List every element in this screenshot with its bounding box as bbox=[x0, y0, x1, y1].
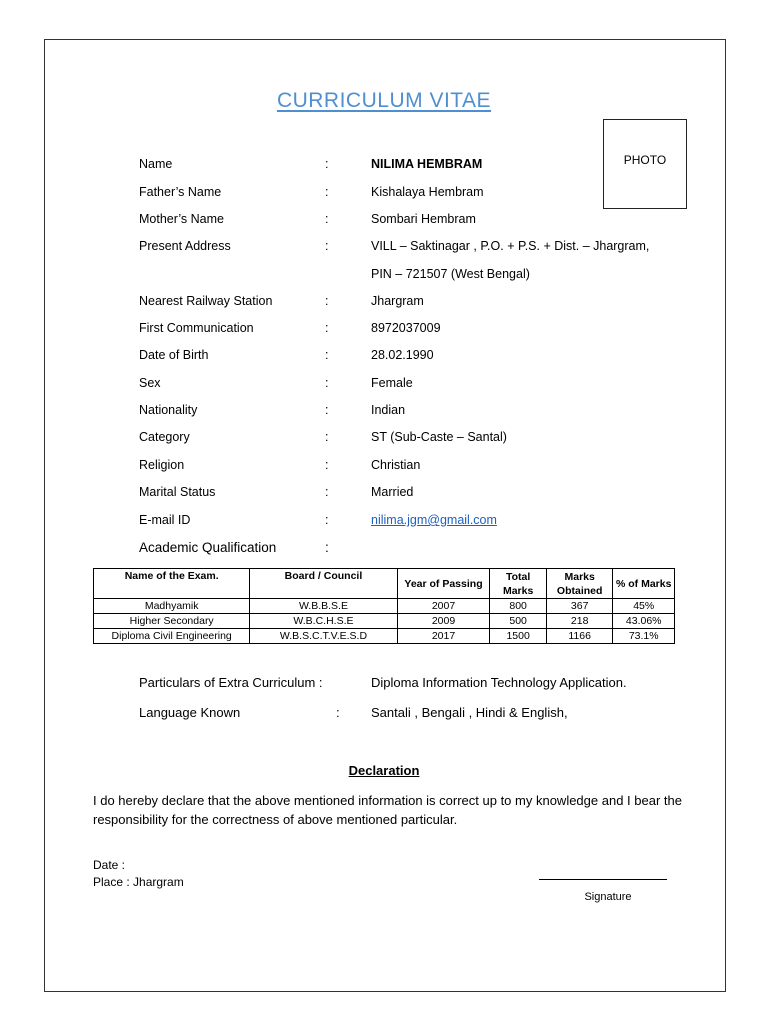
table-header-cell: Marks Obtained bbox=[546, 569, 613, 599]
detail-value: VILL – Saktinagar , P.O. + P.S. + Dist. – Jhargram, bbox=[371, 239, 650, 253]
extra-curriculum-label: Particulars of Extra Curriculum : bbox=[139, 675, 323, 690]
table-cell: W.B.C.H.S.E bbox=[250, 614, 397, 629]
detail-value: Female bbox=[371, 376, 413, 390]
detail-colon: : bbox=[325, 212, 329, 226]
detail-label: Father’s Name bbox=[139, 185, 222, 199]
detail-colon: : bbox=[325, 321, 329, 335]
detail-value: 28.02.1990 bbox=[371, 348, 434, 362]
table-header-cell: Board / Council bbox=[250, 569, 397, 599]
detail-colon: : bbox=[325, 430, 329, 444]
detail-label: Marital Status bbox=[139, 485, 216, 499]
detail-colon: : bbox=[325, 185, 329, 199]
detail-colon: : bbox=[325, 485, 329, 499]
table-header-row bbox=[94, 569, 675, 599]
detail-row-railway bbox=[139, 294, 699, 312]
detail-colon: : bbox=[325, 348, 329, 362]
detail-colon: : bbox=[325, 294, 329, 308]
table-cell: W.B.S.C.T.V.E.S.D bbox=[250, 629, 397, 644]
table-row bbox=[94, 629, 675, 644]
signature-line bbox=[539, 879, 667, 880]
table-cell: 2009 bbox=[397, 614, 490, 629]
detail-row-father bbox=[139, 185, 699, 203]
detail-colon: : bbox=[325, 458, 329, 472]
photo-label: PHOTO bbox=[623, 153, 667, 167]
detail-row-address-pin bbox=[139, 267, 699, 285]
detail-value: 8972037009 bbox=[371, 321, 441, 335]
detail-colon: : bbox=[325, 540, 329, 555]
detail-label: Religion bbox=[139, 458, 185, 472]
table-cell: 367 bbox=[546, 599, 613, 614]
table-cell: W.B.B.S.E bbox=[250, 599, 397, 614]
table-cell: 2017 bbox=[397, 629, 490, 644]
detail-row-name bbox=[139, 157, 699, 175]
declaration-text: I do hereby declare that the above mentioned information is correct up to my knowledge and I bear the responsibility for the correctness of above mentioned particular. bbox=[93, 793, 682, 827]
detail-value: Jhargram bbox=[371, 294, 424, 308]
academic-heading-row bbox=[139, 540, 699, 558]
signature-label: Signature bbox=[584, 891, 632, 903]
detail-value: Kishalaya Hembram bbox=[371, 185, 484, 199]
detail-colon: : bbox=[325, 513, 329, 527]
table-cell: 73.1% bbox=[613, 629, 675, 644]
detail-label: Category bbox=[139, 430, 190, 444]
detail-colon: : bbox=[325, 239, 329, 253]
detail-value: ST (Sub-Caste – Santal) bbox=[371, 430, 507, 444]
place-label: Place : Jhargram bbox=[93, 875, 184, 889]
detail-row-nationality bbox=[139, 403, 699, 421]
page-title: CURRICULUM VITAE bbox=[276, 89, 492, 112]
detail-label: Date of Birth bbox=[139, 348, 209, 362]
table-cell: 218 bbox=[546, 614, 613, 629]
table-row bbox=[94, 614, 675, 629]
detail-row-communication bbox=[139, 321, 699, 339]
detail-row-marital bbox=[139, 485, 699, 503]
detail-row-category bbox=[139, 430, 699, 448]
detail-colon: : bbox=[325, 157, 329, 171]
detail-row-religion bbox=[139, 458, 699, 476]
detail-value: Christian bbox=[371, 458, 421, 472]
detail-colon: : bbox=[325, 403, 329, 417]
table-cell: 45% bbox=[613, 599, 675, 614]
academic-table bbox=[93, 568, 675, 644]
email-link[interactable]: nilima.jgm@gmail.com bbox=[371, 513, 497, 527]
detail-label: Present Address bbox=[139, 239, 231, 253]
detail-row-dob bbox=[139, 348, 699, 366]
detail-colon: : bbox=[325, 376, 329, 390]
table-cell: 1166 bbox=[546, 629, 613, 644]
date-label: Date : bbox=[93, 858, 126, 872]
table-cell: 800 bbox=[490, 599, 546, 614]
language-colon: : bbox=[336, 705, 340, 720]
declaration-heading: Declaration bbox=[348, 763, 420, 778]
table-cell: Higher Secondary bbox=[94, 614, 250, 629]
language-value: Santali , Bengali , Hindi & English, bbox=[371, 705, 568, 720]
detail-value: PIN – 721507 (West Bengal) bbox=[371, 267, 530, 281]
detail-label: Name bbox=[139, 157, 173, 171]
table-header-cell: Year of Passing bbox=[397, 569, 490, 599]
table-header-cell: % of Marks bbox=[613, 569, 675, 599]
detail-row-email bbox=[139, 513, 699, 531]
detail-row-address bbox=[139, 239, 699, 257]
detail-row-sex bbox=[139, 376, 699, 394]
detail-value: Sombari Hembram bbox=[371, 212, 476, 226]
table-header-cell: Name of the Exam. bbox=[94, 569, 250, 599]
table-row bbox=[94, 599, 675, 614]
detail-label: Nationality bbox=[139, 403, 198, 417]
table-cell: 43.06% bbox=[613, 614, 675, 629]
table-cell: Madhyamik bbox=[94, 599, 250, 614]
language-label: Language Known bbox=[139, 705, 241, 720]
table-header-cell: Total Marks bbox=[490, 569, 546, 599]
extra-curriculum-value: Diploma Information Technology Application. bbox=[371, 675, 627, 690]
detail-label: E-mail ID bbox=[139, 513, 191, 527]
table-cell: 1500 bbox=[490, 629, 546, 644]
detail-label: First Communication bbox=[139, 321, 254, 335]
detail-row-mother bbox=[139, 212, 699, 230]
detail-value: Married bbox=[371, 485, 414, 499]
detail-value: Indian bbox=[371, 403, 406, 417]
table-cell: 2007 bbox=[397, 599, 490, 614]
detail-label: Mother’s Name bbox=[139, 212, 224, 226]
table-cell: 500 bbox=[490, 614, 546, 629]
detail-label: Sex bbox=[139, 376, 161, 390]
table-cell: Diploma Civil Engineering bbox=[94, 629, 250, 644]
academic-label: Academic Qualification bbox=[139, 540, 277, 555]
detail-label: Nearest Railway Station bbox=[139, 294, 273, 308]
detail-value: NILIMA HEMBRAM bbox=[371, 157, 483, 171]
